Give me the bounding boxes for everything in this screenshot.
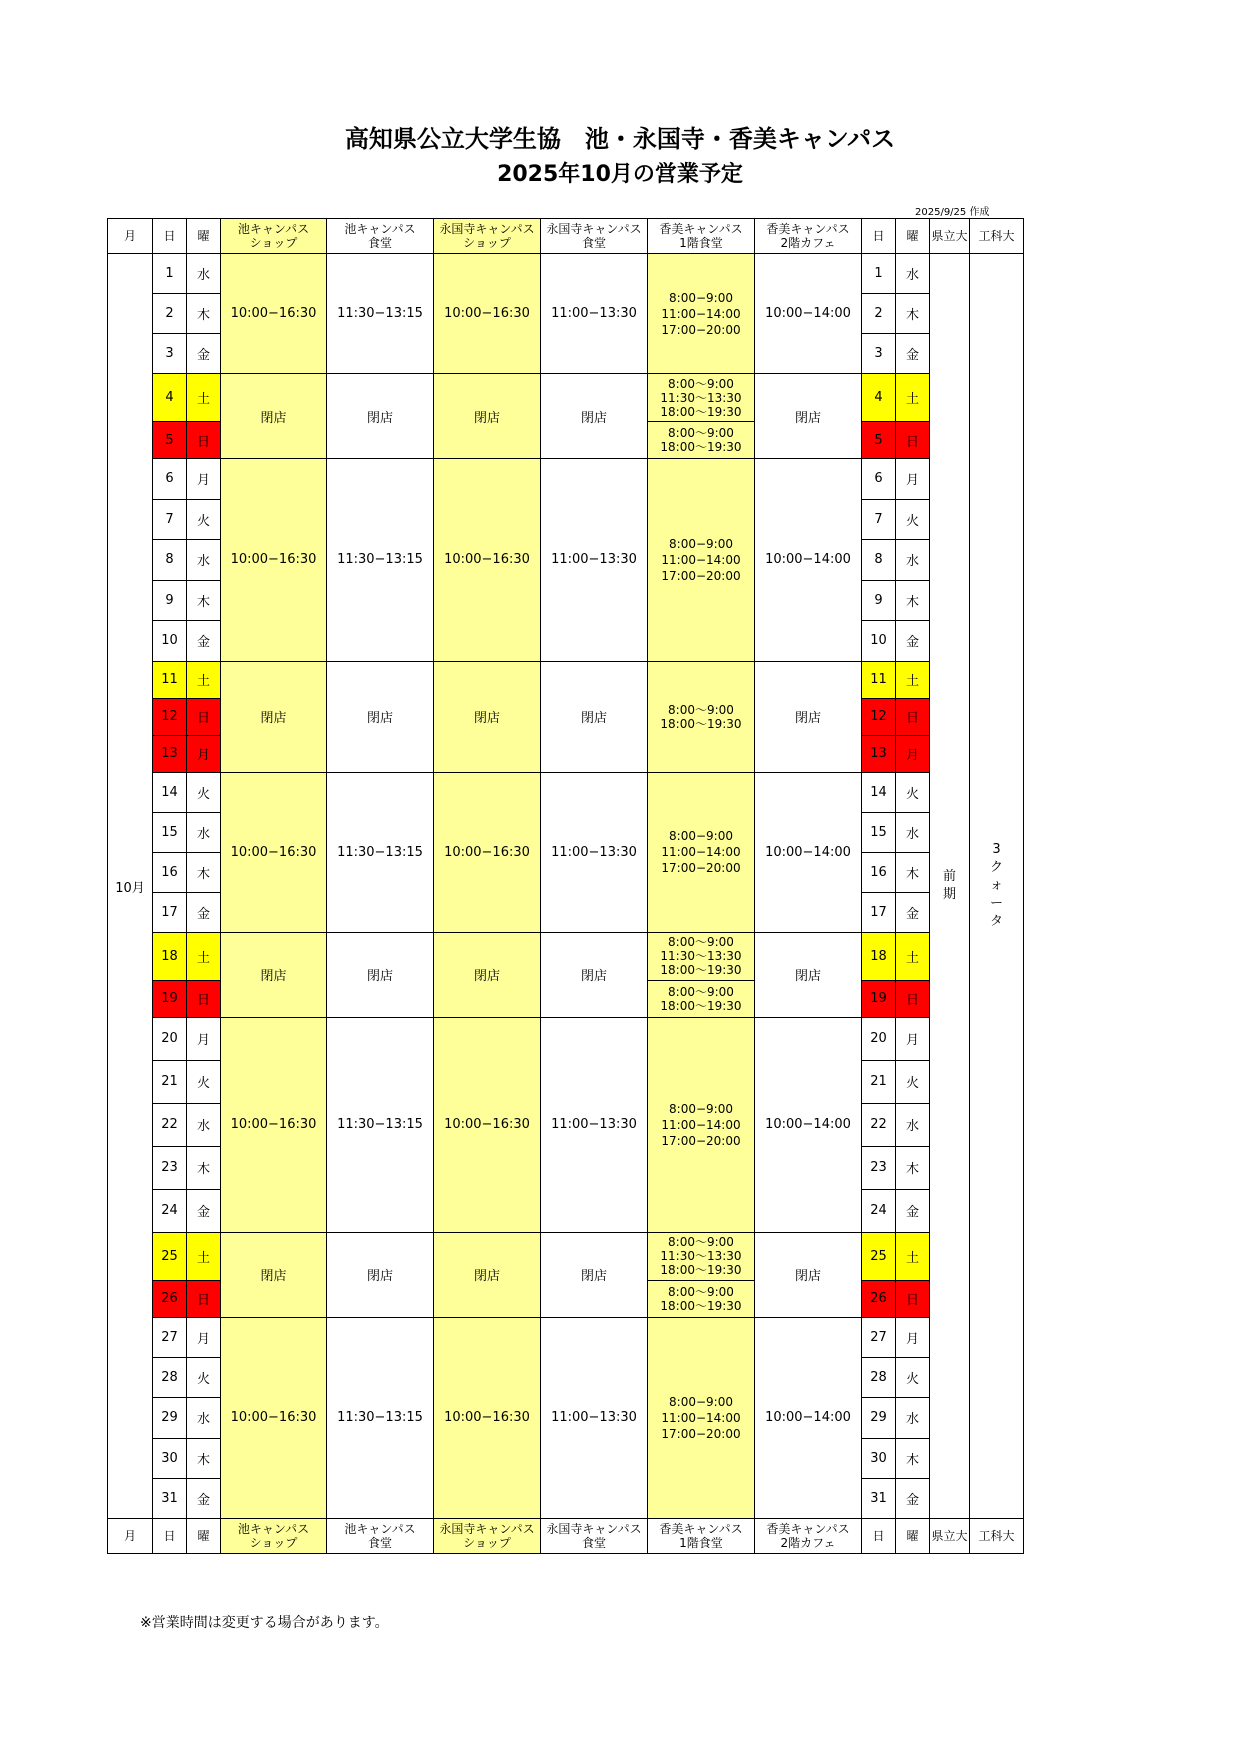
ike-cafeteria-closed: 閉店 [327, 932, 434, 1017]
header-ike-shop: 池キャンパス ショップ [221, 1519, 327, 1554]
schedule-table [107, 218, 1024, 1554]
header-row-bottom [108, 1519, 1024, 1554]
day-number-right: 3 [862, 334, 896, 374]
header-day: 日 [153, 219, 187, 254]
weekday-right: 土 [896, 932, 930, 980]
kami-2f-closed: 閉店 [755, 374, 862, 459]
weekday: 火 [187, 1060, 221, 1103]
day-number: 21 [153, 1060, 187, 1103]
weekday-right: 日 [896, 698, 930, 735]
weekday: 金 [187, 334, 221, 374]
kami-1f-sat-hours: 8:00～9:00 11:30～13:30 18:00～19:30 [648, 374, 755, 422]
day-number-right: 27 [862, 1317, 896, 1357]
eikokuji-shop-closed: 閉店 [434, 932, 541, 1017]
weekday-right: 木 [896, 1146, 930, 1189]
header-kami-1f: 香美キャンパス 1階食堂 [648, 1519, 755, 1554]
day-number-right: 18 [862, 932, 896, 980]
day-number: 4 [153, 374, 187, 422]
weekday: 日 [187, 698, 221, 735]
ike-shop-closed: 閉店 [221, 374, 327, 459]
weekday: 土 [187, 374, 221, 422]
day-number: 5 [153, 422, 187, 459]
weekday: 日 [187, 422, 221, 459]
eikokuji-shop-hours: 10:00−16:30 [434, 772, 541, 932]
weekday-right: 木 [896, 852, 930, 892]
day-number-right: 14 [862, 772, 896, 812]
ike-shop-closed: 閉店 [221, 1232, 327, 1317]
weekday: 日 [187, 1280, 221, 1317]
kami-2f-closed: 閉店 [755, 932, 862, 1017]
header-kouka: 工科大 [970, 219, 1024, 254]
header-day-right: 日 [862, 1519, 896, 1554]
kami-2f-closed: 閉店 [755, 1232, 862, 1317]
day-number-right: 19 [862, 980, 896, 1017]
day-number-right: 21 [862, 1060, 896, 1103]
day-row [108, 1232, 1024, 1280]
kami-1f-sat-hours: 8:00～9:00 11:30～13:30 18:00～19:30 [648, 932, 755, 980]
weekday: 月 [187, 459, 221, 500]
day-number: 2 [153, 294, 187, 334]
day-number-right: 1 [862, 254, 896, 294]
day-row [108, 932, 1024, 980]
day-number-right: 10 [862, 621, 896, 662]
weekday-right: 月 [896, 735, 930, 772]
header-month: 月 [108, 1519, 153, 1554]
kami-2f-hours: 10:00−14:00 [755, 1017, 862, 1232]
kami-1f-hours: 8:00−9:00 11:00−14:00 17:00−20:00 [648, 459, 755, 662]
header-row-top [108, 219, 1024, 254]
weekday: 木 [187, 852, 221, 892]
term-kenritsu [930, 254, 970, 1519]
header-kami-2f: 香美キャンパス 2階カフェ [755, 219, 862, 254]
weekday-right: 月 [896, 459, 930, 500]
weekday-right: 水 [896, 1103, 930, 1146]
weekday-right: 水 [896, 812, 930, 852]
day-number-right: 9 [862, 580, 896, 621]
eikokuji-shop-closed: 閉店 [434, 1232, 541, 1317]
eikokuji-cafeteria-hours: 11:00−13:30 [541, 772, 648, 932]
day-number: 12 [153, 698, 187, 735]
ike-shop-hours: 10:00−16:30 [221, 1017, 327, 1232]
weekday: 水 [187, 254, 221, 294]
day-number: 24 [153, 1189, 187, 1232]
day-number: 18 [153, 932, 187, 980]
header-eikokuji-cafeteria: 永国寺キャンパス 食堂 [541, 219, 648, 254]
ike-cafeteria-closed: 閉店 [327, 1232, 434, 1317]
day-number-right: 4 [862, 374, 896, 422]
header-kami-2f: 香美キャンパス 2階カフェ [755, 1519, 862, 1554]
ike-cafeteria-hours: 11:30−13:15 [327, 459, 434, 662]
month-label: 10月 [108, 254, 153, 1519]
weekday-right: 水 [896, 254, 930, 294]
day-number-right: 6 [862, 459, 896, 500]
kami-1f-hours: 8:00−9:00 11:00−14:00 17:00−20:00 [648, 254, 755, 374]
ike-cafeteria-hours: 11:30−13:15 [327, 254, 434, 374]
ike-cafeteria-closed: 閉店 [327, 661, 434, 772]
day-number: 16 [153, 852, 187, 892]
weekday: 水 [187, 1103, 221, 1146]
day-number: 17 [153, 892, 187, 932]
day-number-right: 5 [862, 422, 896, 459]
eikokuji-cafeteria-closed: 閉店 [541, 1232, 648, 1317]
header-eikokuji-shop: 永国寺キャンパス ショップ [434, 1519, 541, 1554]
day-number-right: 2 [862, 294, 896, 334]
weekday-right: 火 [896, 772, 930, 812]
weekday-right: 水 [896, 540, 930, 581]
day-row [108, 772, 1024, 812]
weekday: 水 [187, 540, 221, 581]
kami-2f-hours: 10:00−14:00 [755, 459, 862, 662]
day-number-right: 7 [862, 499, 896, 540]
weekday-right: 水 [896, 1398, 930, 1438]
weekday-right: 土 [896, 1232, 930, 1280]
day-number: 29 [153, 1398, 187, 1438]
day-number: 25 [153, 1232, 187, 1280]
eikokuji-shop-hours: 10:00−16:30 [434, 254, 541, 374]
eikokuji-shop-closed: 閉店 [434, 661, 541, 772]
weekday: 土 [187, 1232, 221, 1280]
weekday: 金 [187, 1479, 221, 1519]
kami-1f-sat-hours: 8:00～9:00 11:30～13:30 18:00～19:30 [648, 1232, 755, 1280]
weekday-right: 日 [896, 980, 930, 1017]
header-month: 月 [108, 219, 153, 254]
kami-1f-hours: 8:00−9:00 11:00−14:00 17:00−20:00 [648, 1017, 755, 1232]
eikokuji-shop-hours: 10:00−16:30 [434, 1017, 541, 1232]
day-number-right: 15 [862, 812, 896, 852]
created-date: 2025/9/25 作成 [915, 207, 990, 218]
day-number: 9 [153, 580, 187, 621]
day-number-right: 29 [862, 1398, 896, 1438]
weekday: 月 [187, 735, 221, 772]
eikokuji-shop-hours: 10:00−16:30 [434, 459, 541, 662]
ike-cafeteria-closed: 閉店 [327, 374, 434, 459]
weekday-right: 土 [896, 374, 930, 422]
day-number: 28 [153, 1357, 187, 1397]
weekday: 木 [187, 294, 221, 334]
header-weekday-right: 曜 [896, 1519, 930, 1554]
day-number: 23 [153, 1146, 187, 1189]
header-eikokuji-cafeteria: 永国寺キャンパス 食堂 [541, 1519, 648, 1554]
header-weekday-right: 曜 [896, 219, 930, 254]
weekday: 月 [187, 1317, 221, 1357]
day-number-right: 26 [862, 1280, 896, 1317]
ike-shop-hours: 10:00−16:30 [221, 254, 327, 374]
weekday: 木 [187, 1438, 221, 1478]
ike-shop-closed: 閉店 [221, 661, 327, 772]
day-number: 7 [153, 499, 187, 540]
day-number-right: 28 [862, 1357, 896, 1397]
header-ike-cafeteria: 池キャンパス 食堂 [327, 1519, 434, 1554]
header-kouka: 工科大 [970, 1519, 1024, 1554]
weekday: 木 [187, 580, 221, 621]
day-row [108, 1317, 1024, 1357]
header-kenritsu: 県立大 [930, 1519, 970, 1554]
ike-shop-hours: 10:00−16:30 [221, 1317, 327, 1519]
header-ike-cafeteria: 池キャンパス 食堂 [327, 219, 434, 254]
weekday: 金 [187, 621, 221, 662]
weekday: 火 [187, 499, 221, 540]
day-row [108, 459, 1024, 500]
day-number: 1 [153, 254, 187, 294]
weekday: 金 [187, 892, 221, 932]
eikokuji-cafeteria-closed: 閉店 [541, 661, 648, 772]
ike-shop-hours: 10:00−16:30 [221, 459, 327, 662]
header-weekday: 曜 [187, 1519, 221, 1554]
day-row [108, 374, 1024, 422]
kami-1f-hours: 8:00～9:00 18:00～19:30 [648, 661, 755, 772]
kami-1f-sun-hours: 8:00～9:00 18:00～19:30 [648, 1280, 755, 1317]
weekday-right: 金 [896, 1479, 930, 1519]
header-kami-1f: 香美キャンパス 1階食堂 [648, 219, 755, 254]
weekday-right: 金 [896, 334, 930, 374]
weekday-right: 木 [896, 580, 930, 621]
day-number: 8 [153, 540, 187, 581]
header-weekday: 曜 [187, 219, 221, 254]
weekday: 土 [187, 932, 221, 980]
eikokuji-cafeteria-hours: 11:00−13:30 [541, 1317, 648, 1519]
eikokuji-cafeteria-hours: 11:00−13:30 [541, 254, 648, 374]
ike-cafeteria-hours: 11:30−13:15 [327, 1017, 434, 1232]
day-number-right: 31 [862, 1479, 896, 1519]
kami-2f-hours: 10:00−14:00 [755, 254, 862, 374]
weekday: 水 [187, 1398, 221, 1438]
header-kenritsu: 県立大 [930, 219, 970, 254]
page-subtitle: 2025年10月の営業予定 [497, 162, 743, 187]
weekday: 火 [187, 772, 221, 812]
eikokuji-cafeteria-closed: 閉店 [541, 374, 648, 459]
day-number-right: 13 [862, 735, 896, 772]
weekday: 木 [187, 1146, 221, 1189]
day-number: 14 [153, 772, 187, 812]
day-number-right: 30 [862, 1438, 896, 1478]
weekday-right: 月 [896, 1317, 930, 1357]
weekday: 金 [187, 1189, 221, 1232]
weekday-right: 火 [896, 1357, 930, 1397]
day-number-right: 17 [862, 892, 896, 932]
kami-1f-sun-hours: 8:00～9:00 18:00～19:30 [648, 422, 755, 459]
kami-2f-closed: 閉店 [755, 661, 862, 772]
day-number-right: 16 [862, 852, 896, 892]
eikokuji-cafeteria-hours: 11:00−13:30 [541, 459, 648, 662]
day-number: 15 [153, 812, 187, 852]
day-row [108, 1017, 1024, 1060]
eikokuji-cafeteria-hours: 11:00−13:30 [541, 1017, 648, 1232]
day-number: 6 [153, 459, 187, 500]
day-number: 22 [153, 1103, 187, 1146]
day-number-right: 11 [862, 661, 896, 698]
day-number-right: 25 [862, 1232, 896, 1280]
eikokuji-cafeteria-closed: 閉店 [541, 932, 648, 1017]
kami-1f-hours: 8:00−9:00 11:00−14:00 17:00−20:00 [648, 1317, 755, 1519]
weekday-right: 金 [896, 621, 930, 662]
weekday-right: 月 [896, 1017, 930, 1060]
eikokuji-shop-hours: 10:00−16:30 [434, 1317, 541, 1519]
header-day: 日 [153, 1519, 187, 1554]
ike-cafeteria-hours: 11:30−13:15 [327, 1317, 434, 1519]
day-number: 31 [153, 1479, 187, 1519]
day-number-right: 12 [862, 698, 896, 735]
weekday-right: 火 [896, 1060, 930, 1103]
day-number: 13 [153, 735, 187, 772]
day-number: 30 [153, 1438, 187, 1478]
ike-shop-hours: 10:00−16:30 [221, 772, 327, 932]
kami-1f-sun-hours: 8:00～9:00 18:00～19:30 [648, 980, 755, 1017]
day-number: 20 [153, 1017, 187, 1060]
weekday: 土 [187, 661, 221, 698]
eikokuji-shop-closed: 閉店 [434, 374, 541, 459]
weekday-right: 日 [896, 1280, 930, 1317]
term-kouka [970, 254, 1024, 1519]
weekday-right: 土 [896, 661, 930, 698]
term-kouka-text: 3クォータ [990, 842, 1004, 930]
day-number: 19 [153, 980, 187, 1017]
kami-2f-hours: 10:00−14:00 [755, 1317, 862, 1519]
term-kenritsu-text: 前期 [943, 869, 957, 903]
weekday: 日 [187, 980, 221, 1017]
day-number-right: 22 [862, 1103, 896, 1146]
weekday: 月 [187, 1017, 221, 1060]
weekday: 火 [187, 1357, 221, 1397]
weekday-right: 火 [896, 499, 930, 540]
header-eikokuji-shop: 永国寺キャンパス ショップ [434, 219, 541, 254]
kami-2f-hours: 10:00−14:00 [755, 772, 862, 932]
weekday-right: 金 [896, 892, 930, 932]
header-day-right: 日 [862, 219, 896, 254]
day-row [108, 254, 1024, 294]
ike-shop-closed: 閉店 [221, 932, 327, 1017]
weekday-right: 木 [896, 1438, 930, 1478]
day-number-right: 8 [862, 540, 896, 581]
weekday-right: 金 [896, 1189, 930, 1232]
day-number: 11 [153, 661, 187, 698]
day-number-right: 23 [862, 1146, 896, 1189]
day-number-right: 24 [862, 1189, 896, 1232]
day-row [108, 661, 1024, 698]
ike-cafeteria-hours: 11:30−13:15 [327, 772, 434, 932]
page-title: 高知県公立大学生協 池・永国寺・香美キャンパス [344, 125, 896, 153]
day-number: 10 [153, 621, 187, 662]
weekday-right: 木 [896, 294, 930, 334]
day-number: 26 [153, 1280, 187, 1317]
weekday: 水 [187, 812, 221, 852]
day-number: 27 [153, 1317, 187, 1357]
day-number-right: 20 [862, 1017, 896, 1060]
header-ike-shop: 池キャンパス ショップ [221, 219, 327, 254]
day-number: 3 [153, 334, 187, 374]
weekday-right: 日 [896, 422, 930, 459]
kami-1f-hours: 8:00−9:00 11:00−14:00 17:00−20:00 [648, 772, 755, 932]
footnote: ※営業時間は変更する場合があります。 [140, 1615, 389, 1631]
